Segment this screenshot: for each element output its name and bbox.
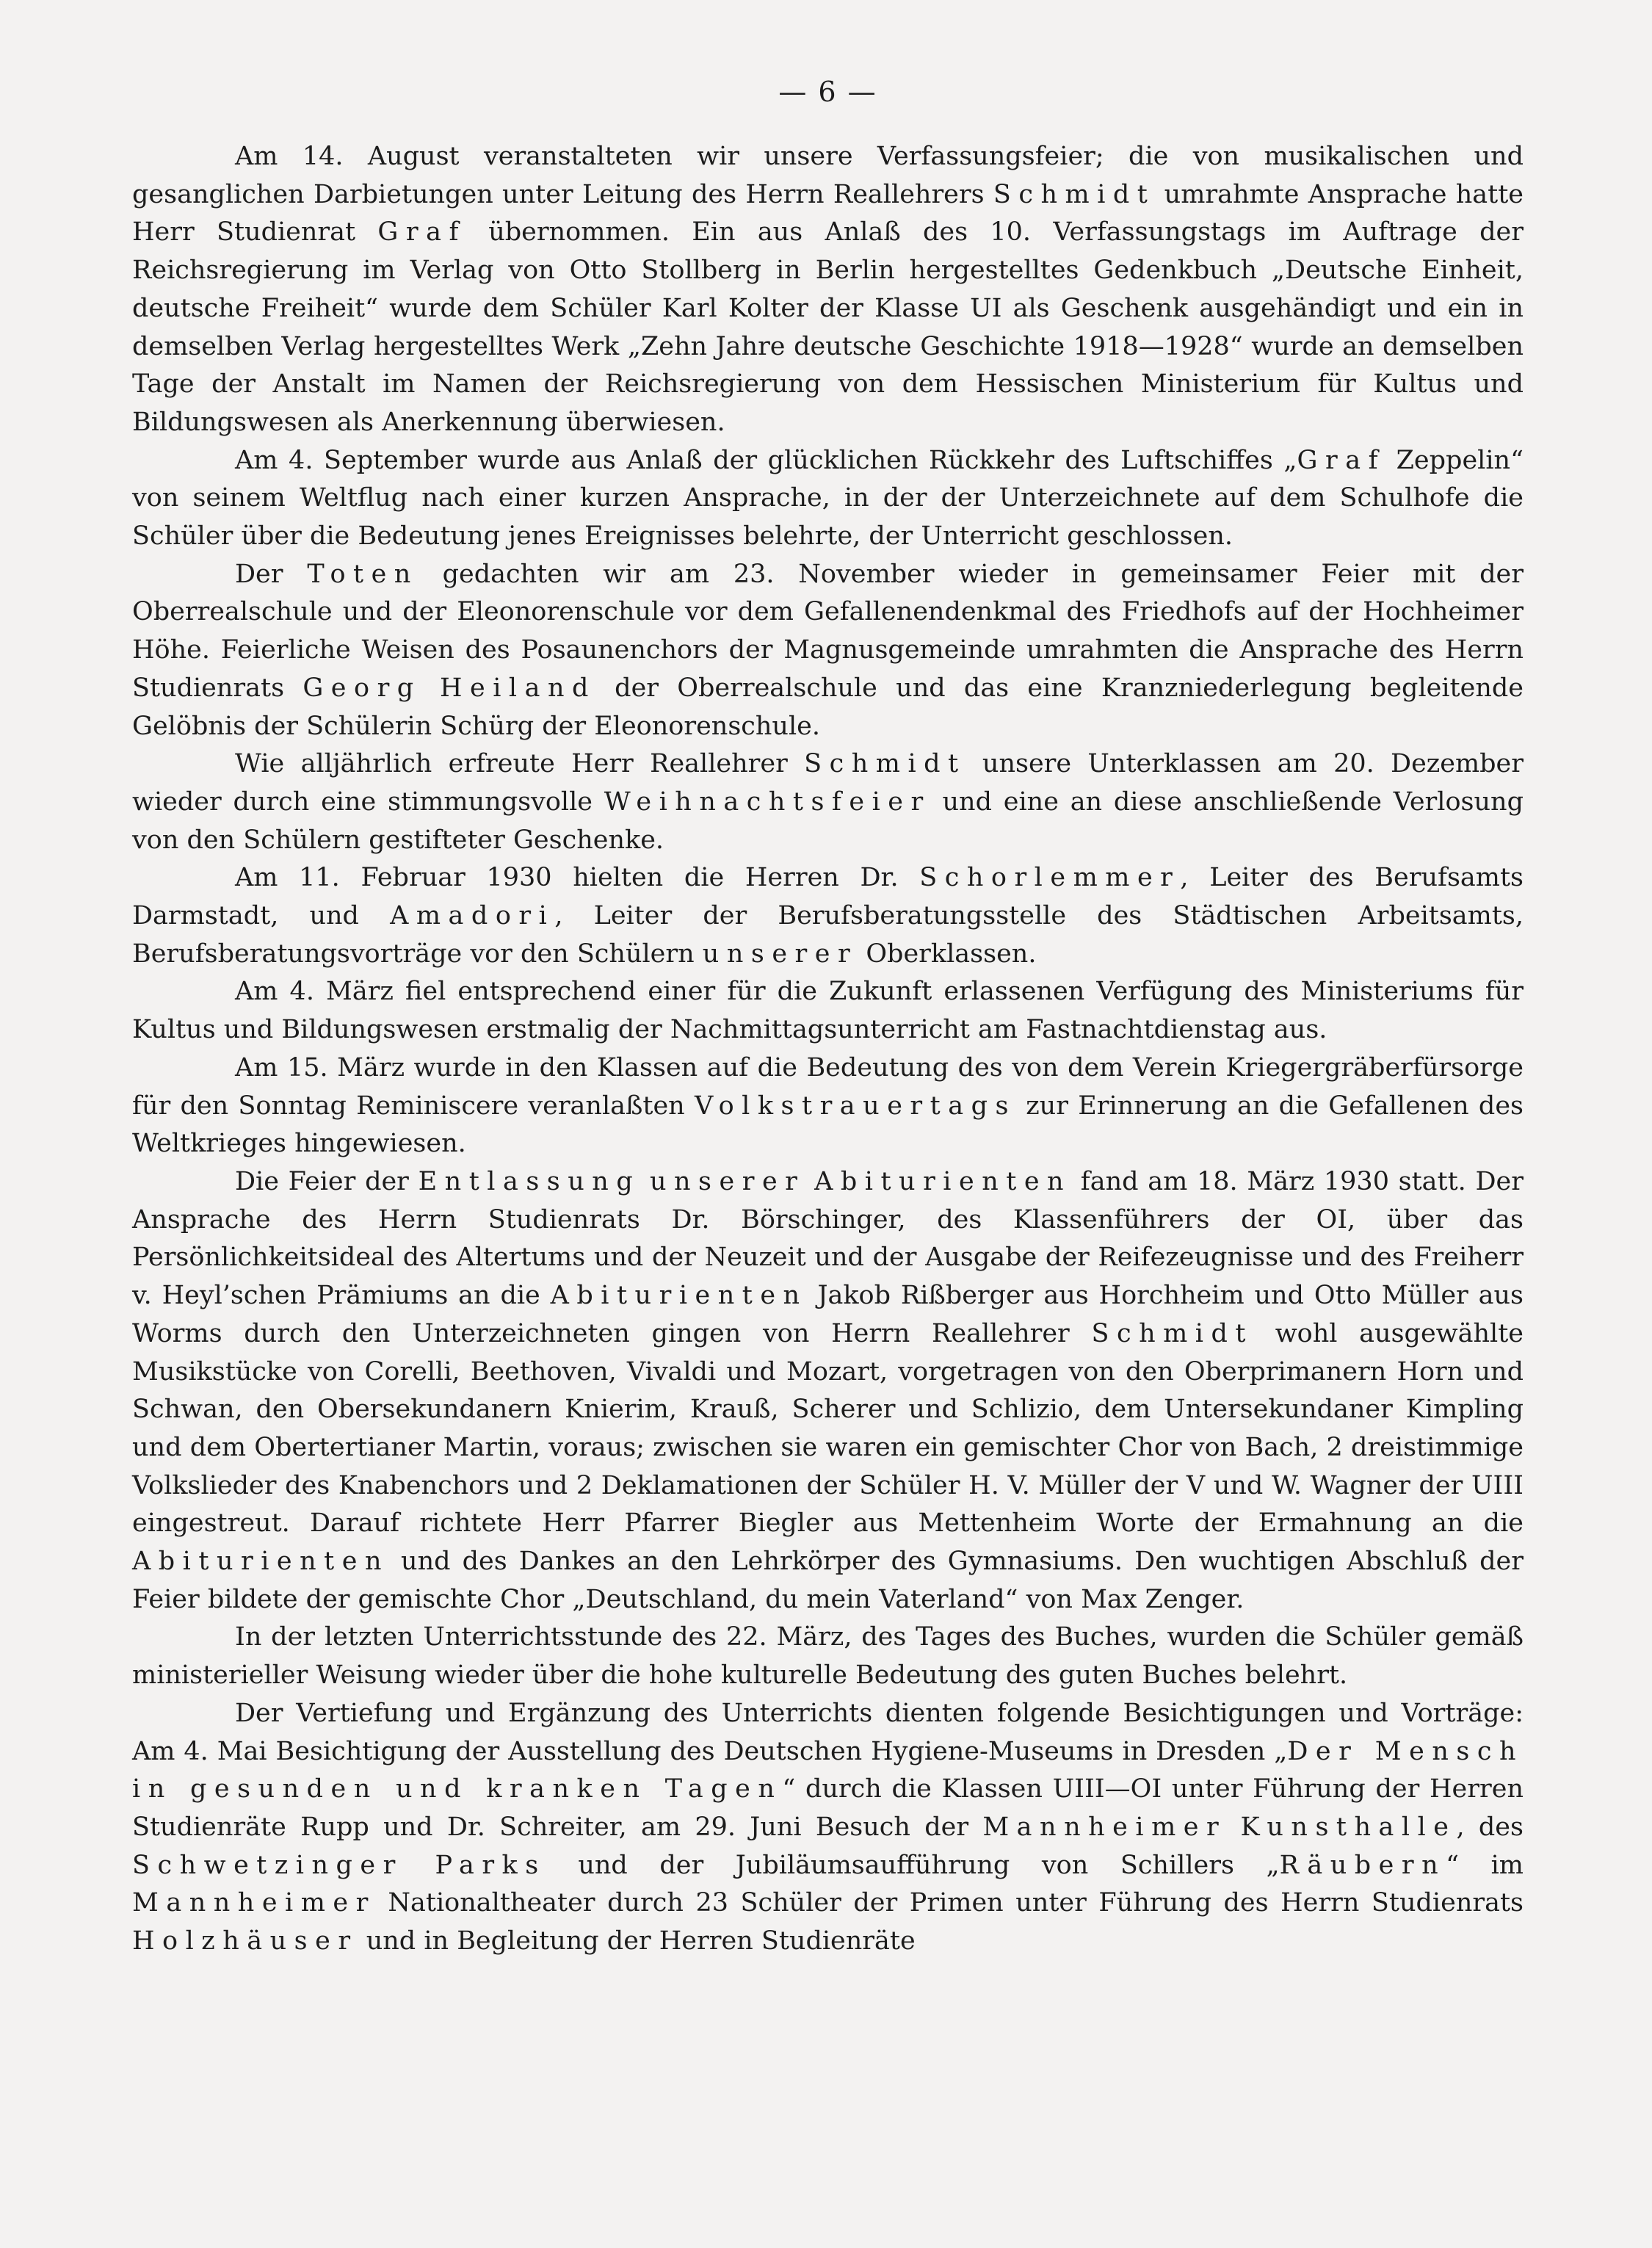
- spaced-emphasis: Schorlemmer: [919, 863, 1181, 893]
- paragraph-fastnacht: Am 4. März fiel entsprechend einer für die Zukunft erlassenen Verfügung des Ministeriums für Kultus und Bildungswesen erstmalig der Nachmittagsunterricht am Fastnachtdienstag aus.: [132, 977, 1524, 1045]
- spaced-emphasis: Schwetzinger: [132, 1850, 403, 1880]
- spaced-emphasis: Entlassung: [418, 1166, 641, 1196]
- spaced-emphasis: Mannheimer: [982, 1812, 1227, 1842]
- paragraph-volkstrauertag: Am 15. März wurde in den Klassen auf die Bedeutung des von dem Verein Kriegergräberfürsorge für den Sonntag Reminiscere veranlaßten Volkstrauertags zur Erinnerung an die Gefallenen des Weltkrieges hingewiesen.: [132, 1052, 1524, 1159]
- spaced-emphasis: Schmidt: [804, 749, 966, 779]
- spaced-emphasis: Heiland: [439, 673, 596, 703]
- paragraph-graf-zeppelin: Am 4. September wurde aus Anlaß der glücklichen Rückkehr des Luftschiffes „Graf Zeppelin“ von seinem Weltflug nach einer kurzen Ansprache, in der der Unterzeichnete auf dem Schulhofe die Schüler über die Bedeutung jenes Ereignisses belehrte, der Unterricht geschlossen.: [132, 445, 1524, 552]
- spaced-emphasis: Georg: [302, 673, 421, 703]
- spaced-emphasis: Schmidt: [993, 179, 1156, 209]
- paragraph-tag-des-buches: In der letzten Unterrichtsstunde des 22. März, des Tages des Buches, wurden die Schüler gemäß ministerieller Weisung wieder über die hohe kulturelle Bedeutung des guten Buches belehrt.: [132, 1622, 1524, 1691]
- paragraph-besichtigungen: Der Vertiefung und Ergänzung des Unterrichts dienten folgende Besichtigungen und Vorträge: Am 4. Mai Besichtigung der Ausstellung des Deutschen Hygiene-Museums in Dresden „Der Mensch in gesunden und kranken Tagen“ durch die Klassen UIII—OI unter Führung der Herren Studienräte Rupp und Dr. Schreiter, am 29. Juni Besuch der Mannheimer Kunsthalle, des Schwetzinger Parks und der Jubiläumsaufführung von Schillers „Räubern“ im Mannheimer Nationaltheater durch 23 Schüler der Primen unter Führung des Herrn Studienrats Holzhäuser und in Begleitung der Herren Studienräte: [132, 1698, 1524, 1956]
- spaced-emphasis: Mannheimer: [132, 1888, 376, 1918]
- spaced-emphasis: Schmidt: [1091, 1318, 1253, 1348]
- spaced-emphasis: Graf: [377, 217, 466, 247]
- spaced-emphasis: unserer: [702, 939, 858, 969]
- spaced-emphasis: Abiturienten: [550, 1281, 808, 1311]
- paragraph-totengedenken: Der Toten gedachten wir am 23. November wieder in gemeinsamer Feier mit der Oberrealschule und der Eleonorenschule vor dem Gefallenendenkmal des Friedhofs auf der Hochheimer Höhe. Feierliche Weisen des Posaunenchors der Magnusgemeinde umrahmten die Ansprache des Herrn Studienrats Georg Heiland der Oberrealschule und das eine Kranzniederlegung begleitende Gelöbnis der Schülerin Schürg der Eleonorenschule.: [132, 559, 1524, 741]
- paragraph-berufsberatung: Am 11. Februar 1930 hielten die Herren Dr. Schorlemmer, Leiter des Berufsamts Darmstadt, und Amadori, Leiter der Berufsberatungsstelle des Städtischen Arbeitsamts, Berufsberatungsvorträge vor den Schülern unserer Oberklassen.: [132, 863, 1524, 969]
- spaced-emphasis: Räubern: [1279, 1850, 1446, 1880]
- paragraph-abiturientenfeier: Die Feier der Entlassung unserer Abiturienten fand am 18. März 1930 statt. Der Ansprache des Herrn Studienrats Dr. Börschinger, des Klassenführers der OI, über das Persönlichkeitsideal des Altertums und der Neuzeit und der Ausgabe der Reifezeugnisse und des Freiherr v. Heyl’schen Prämiums an die Abiturienten Jakob Rißberger aus Horchheim und Otto Müller aus Worms durch den Unterzeichneten gingen von Herrn Reallehrer Schmidt wohl ausgewählte Musikstücke von Corelli, Beethoven, Vivaldi und Mozart, vorgetragen von den Oberprimanern Horn und Schwan, den Obersekundanern Knierim, Krauß, Scherer und Schlizio, dem Untersekundaner Kimpling und dem Obertertianer Martin, voraus; zwischen sie waren ein gemischter Chor von Bach, 2 dreistimmige Volkslieder des Knabenchors und 2 Deklamationen der Schüler H. V. Müller der V und W. Wagner der UIII eingestreut. Darauf richtete Herr Pfarrer Biegler aus Mettenheim Worte der Ermahnung an die Abiturienten und des Dankes an den Lehrkörper des Gymnasiums. Den wuchtigen Abschluß der Feier bildete der gemischte Chor „Deutschland, du mein Vaterland“ von Max Zenger.: [132, 1166, 1524, 1614]
- spaced-emphasis: Der Mensch in gesunden und kranken Tagen: [132, 1736, 1524, 1804]
- spaced-emphasis: Kunsthalle: [1240, 1812, 1457, 1842]
- spaced-emphasis: Weihnachtsfeier: [604, 787, 931, 817]
- spaced-emphasis: Holzhäuser: [132, 1926, 358, 1956]
- spaced-emphasis: Toten: [307, 559, 419, 589]
- page-number: — 6 —: [778, 76, 877, 108]
- spaced-emphasis: Volkstrauertags: [695, 1091, 1016, 1121]
- body-text: [132, 138, 1524, 1961]
- spaced-emphasis: Abiturienten: [814, 1166, 1072, 1196]
- spaced-emphasis: Amadori: [390, 901, 555, 931]
- spaced-emphasis: unserer: [649, 1166, 805, 1196]
- spaced-emphasis: Parks: [435, 1850, 546, 1880]
- spaced-emphasis: Abiturienten: [132, 1547, 389, 1577]
- paragraph-weihnachtsfeier: Wie alljährlich erfreute Herr Reallehrer Schmidt unsere Unterklassen am 20. Dezember wieder durch eine stimmungsvolle Weihnachtsfeier und eine an diese anschließende Verlosung von den Schülern gestifteter Geschenke.: [132, 749, 1524, 855]
- paragraph-verfassungsfeier: Am 14. August veranstalteten wir unsere Verfassungsfeier; die von musikalischen und gesanglichen Darbietungen unter Leitung des Herrn Reallehrers Schmidt umrahmte Ansprache hatte Herr Studienrat Graf übernommen. Ein aus Anlaß des 10. Verfassungstags im Auftrage der Reichsregierung im Verlag von Otto Stollberg in Berlin hergestelltes Gedenkbuch „Deutsche Einheit, deutsche Freiheit“ wurde dem Schüler Karl Kolter der Klasse UI als Geschenk ausgehändigt und ein in demselben Verlag hergestelltes Werk „Zehn Jahre deutsche Geschichte 1918—1928“ wurde an demselben Tage der Anstalt im Namen der Reichsregierung von dem Hessischen Ministerium für Kultus und Bildungswesen als Anerkennung überwiesen.: [132, 142, 1524, 437]
- spaced-emphasis: Graf: [1297, 445, 1386, 475]
